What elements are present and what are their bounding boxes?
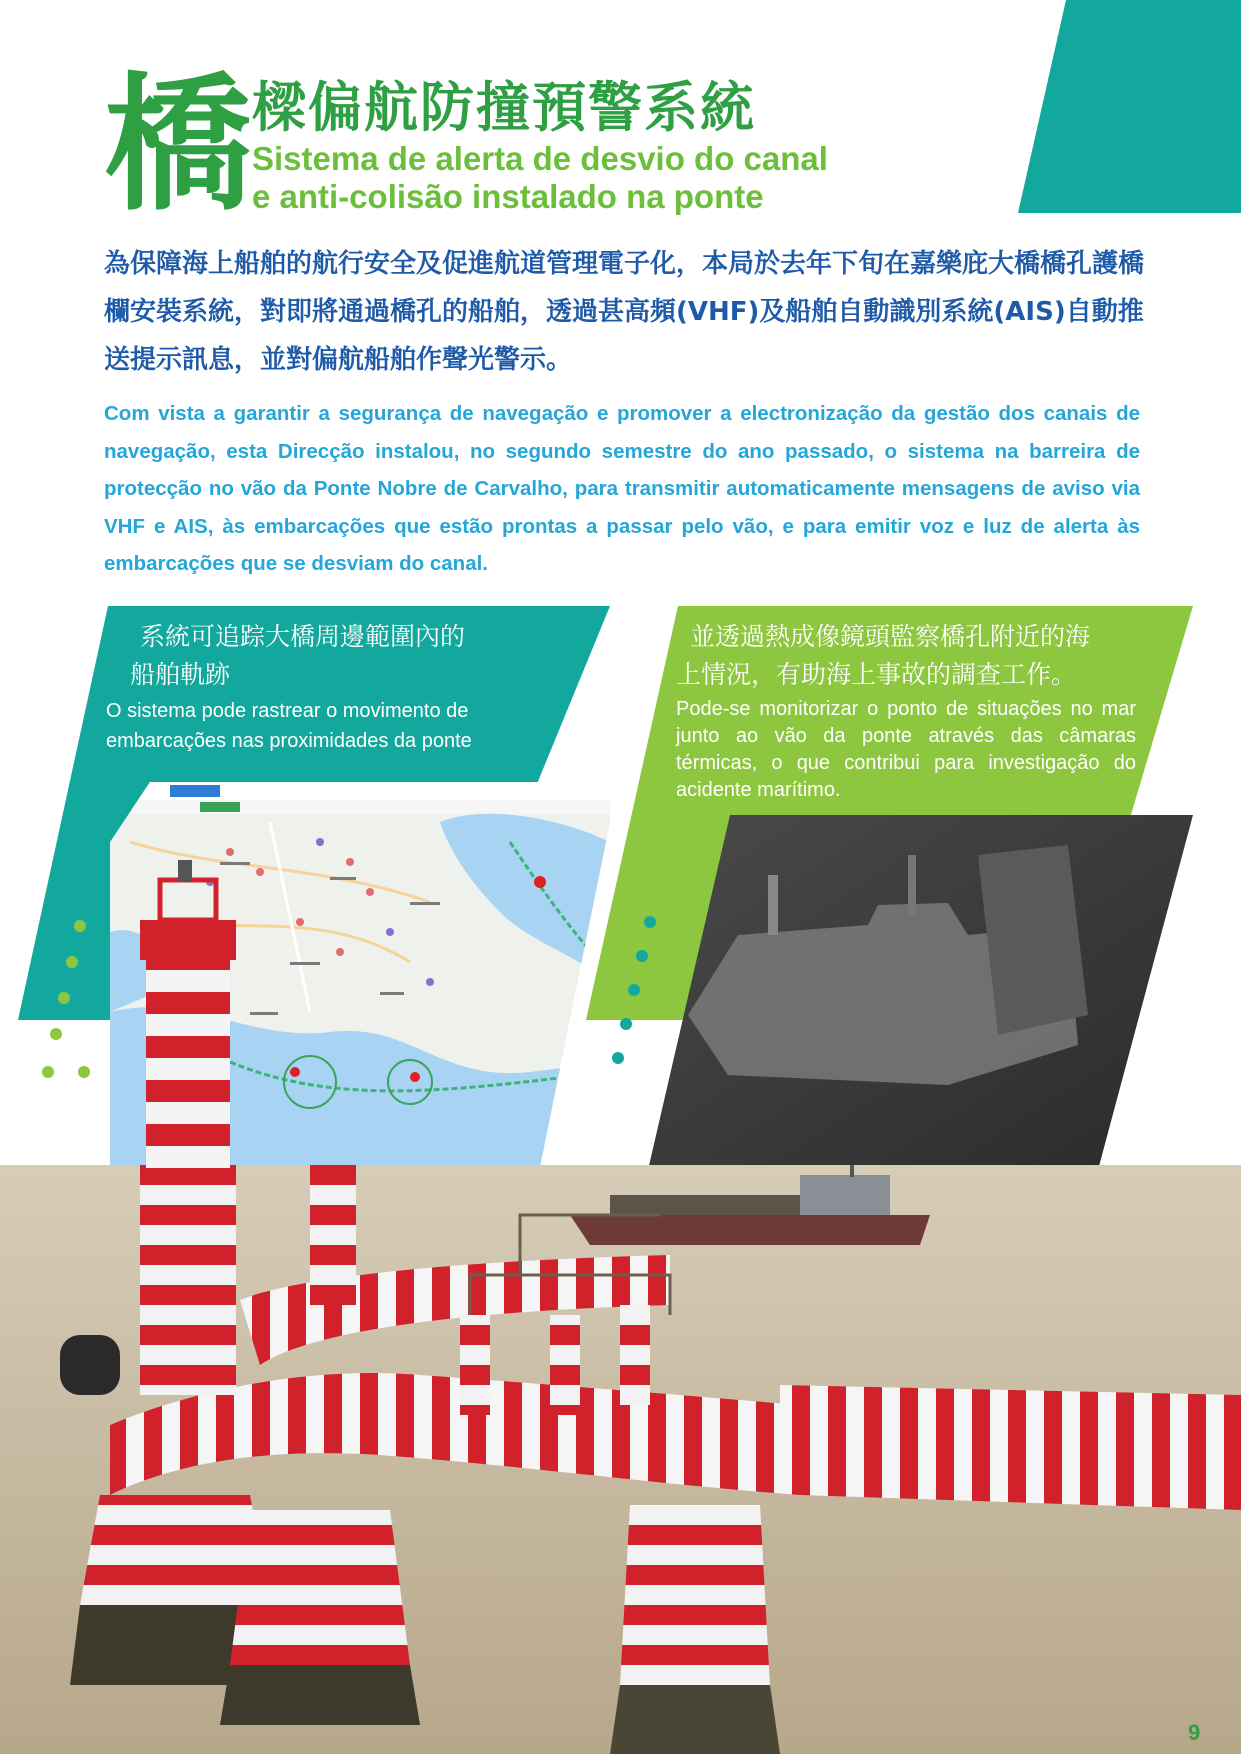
intro-chinese: 為保障海上船舶的航行安全及促進航道管理電子化，本局於去年下旬在嘉樂庇大橋橋孔護橋欄安裝系統，對即將通過橋孔的船舶，透過甚高頻(VHF)及船舶自動識別系統(AIS)自動推送提示訊息，並對偏航船舶作聲光警示。 xyxy=(104,249,1145,375)
title-portuguese-line2: e anti-colisão instalado na ponte xyxy=(252,178,764,215)
panel-right-zh-line2: 上情況，有助海上事故的調查工作。 xyxy=(676,660,1077,689)
page-number: 9 xyxy=(1188,1720,1201,1745)
thermal-camera-image xyxy=(648,815,1193,1170)
panel-left-caption-portuguese: O sistema pode rastrear o movimento de embarcações nas proximidades da ponte xyxy=(106,700,472,752)
corner-decoration xyxy=(1018,0,1241,213)
title-portuguese xyxy=(252,140,828,216)
title-chinese: 樑偏航防撞預警系統 xyxy=(252,76,756,139)
panel-left-zh-line2: 船舶軌跡 xyxy=(130,660,231,689)
intro-portuguese: Com vista a garantir a segurança de navegação e promover a electronização da gestão dos canais de navegação, esta Direcção instalou, no segundo semestre do ano passado, o sistema na barreira de protecção no vão da Ponte Nobre de Carvalho, para transmitir automaticamente mensagens de aviso via VHF e AIS, às embarcações que estão prontas a passar pelo vão, e para emitir voz e luz de alerta às embarcações que se desviam do canal. xyxy=(104,402,1140,575)
lighthouse-tower xyxy=(120,860,260,1180)
bridge-protection-barrier-photo xyxy=(0,1165,1241,1754)
panel-left-caption-chinese xyxy=(130,618,570,694)
title-big-character: 橋 xyxy=(104,59,248,231)
panel-right-caption-chinese xyxy=(676,618,1150,694)
panel-right-zh-line1: 並透過熱成像鏡頭監察橋孔附近的海 xyxy=(690,622,1091,651)
panel-left-zh-line1: 系統可追踪大橋周邊範圍內的 xyxy=(140,622,466,651)
panel-right-caption-portuguese: Pode-se monitorizar o ponto de situações no mar junto ao vão da ponte através das câmaras térmicas, o que contribui para investigação do acidente marítimo. xyxy=(676,698,1136,801)
title-portuguese-line1: Sistema de alerta de desvio do canal xyxy=(252,140,828,177)
